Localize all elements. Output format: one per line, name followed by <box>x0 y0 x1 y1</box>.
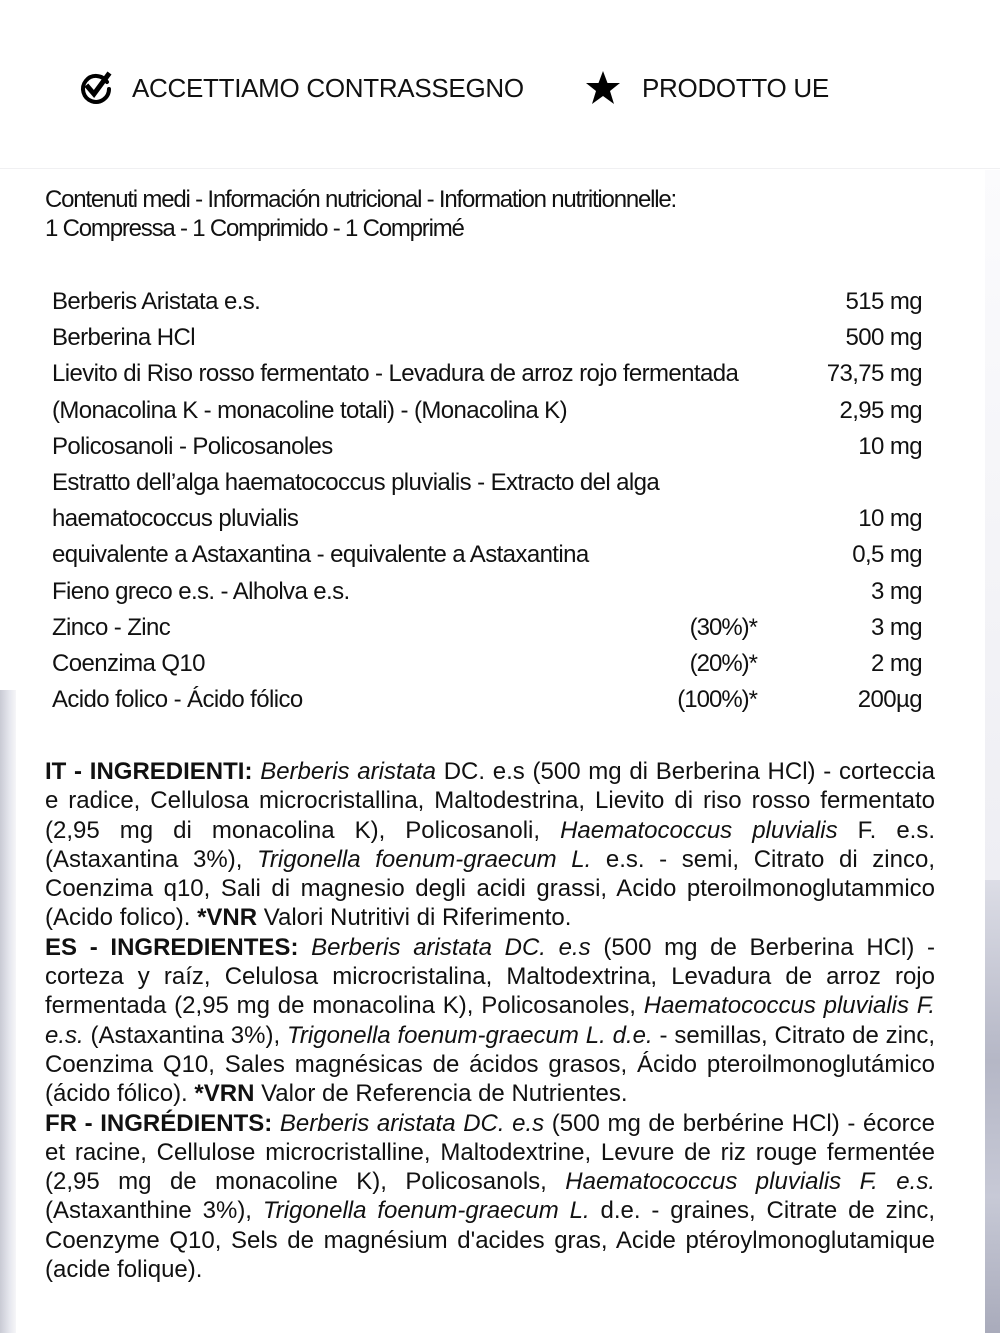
nutrient-amount: 2,95 mg <box>839 396 922 424</box>
ingredients-fr <box>45 1109 935 1285</box>
nutrition-header <box>45 185 676 243</box>
star-icon <box>585 70 621 106</box>
ingredients-es <box>45 933 935 1109</box>
nutrient-amount: 500 mg <box>845 324 922 352</box>
nutrition-row <box>52 501 922 537</box>
ingredient-text: - semillas, Citrato de zinc, Coenzima Q10, Sales magnésicas de ácidos grasos, Ácido pteroilmonoglutámico (ácido fólico). <box>45 1021 936 1108</box>
header-serving: 1 Compressa - 1 Comprimido - 1 Comprimé <box>45 215 464 242</box>
ingredient-text: Valor de Referencia de Nutrientes. <box>254 1080 628 1108</box>
ingredient-latin-name: Trigonella foenum-graecum L. d.e. <box>287 1021 653 1049</box>
nutrient-name: Berberina HCl <box>52 324 195 352</box>
nutrition-row <box>52 284 922 320</box>
ingredient-text: Valori Nutritivi di Riferimento. <box>257 904 572 932</box>
right-edge-background-top <box>985 170 1000 880</box>
ingredient-note-label: *VNR <box>197 904 258 932</box>
nutrient-amount: 2 mg <box>871 649 922 677</box>
nutrient-amount: 10 mg <box>858 432 922 460</box>
nutrient-amount: 10 mg <box>858 505 922 533</box>
badge-label: PRODOTTO UE <box>642 72 829 103</box>
nutrient-name: Coenzima Q10 <box>52 649 205 677</box>
ingredient-latin-name: Berberis aristata DC. e.s <box>279 1109 545 1137</box>
nutrition-row <box>52 610 922 646</box>
nutrient-name: haematococcus pluvialis <box>52 505 299 533</box>
ingredients-label: IT - INGREDIENTI: <box>45 758 253 785</box>
nutrient-name: Fieno greco e.s. - Alholva e.s. <box>52 577 350 605</box>
nutrient-rda-percent: (20%)* <box>689 649 757 677</box>
nutrient-name: (Monacolina K - monacoline totali) - (Monacolina K) <box>52 396 567 424</box>
ingredient-text: (Astaxanthine 3%), <box>45 1197 263 1225</box>
nutrient-rda-percent: (30%)* <box>689 613 757 641</box>
ingredient-text <box>298 934 311 961</box>
nutrient-amount: 3 mg <box>871 577 922 605</box>
ingredients-it <box>45 757 935 933</box>
ingredients-label: FR - INGRÉDIENTS: <box>45 1109 273 1137</box>
badge-label: ACCETTIAMO CONTRASSEGNO <box>132 72 524 103</box>
ingredient-text: (500 mg de Berberina HCl) - corteza y raíz, Celulosa microcristalina, Maltodextrina, Levadura de arroz rojo fermentada (2,95 mg de monacolina K), Policosanoles, <box>45 933 936 1020</box>
ingredient-note-label: *VRN <box>194 1080 255 1108</box>
nutrition-row <box>52 320 922 356</box>
nutrient-name: equivalente a Astaxantina - equivalente a Astaxantina <box>52 541 589 569</box>
ingredient-latin-name: Haematococcus pluvialis F. e.s. <box>565 1168 935 1196</box>
nutrition-row <box>52 646 922 682</box>
ingredient-text: DC. e.s (500 mg di Berberina HCl) - corteccia e radice, Cellulosa microcristallina, Maltodestrina, Lievito di riso rosso fermentato (2,95 mg di monacolina K), Policosanoli, <box>45 758 935 844</box>
nutrient-amount: 3 mg <box>871 613 922 641</box>
check-circle-icon <box>78 70 114 106</box>
nutrition-row <box>52 465 922 501</box>
ingredient-text <box>272 1110 280 1137</box>
nutrient-name: Policosanoli - Policosanoles <box>52 432 333 460</box>
badge-eu-product <box>585 70 829 106</box>
nutrient-amount: 73,75 mg <box>826 360 922 388</box>
nutrient-name: Estratto dell’alga haematococcus pluvialis - Extracto del alga <box>52 468 660 496</box>
nutrient-name: Lievito di Riso rosso fermentato - Levadura de arroz rojo fermentada <box>52 360 739 388</box>
badge-cash-on-delivery <box>78 70 524 106</box>
ingredient-latin-name: Trigonella foenum-graecum L. <box>256 845 592 873</box>
ingredient-latin-name: Berberis aristata DC. e.s <box>311 933 591 961</box>
nutrient-name: Berberis Aristata e.s. <box>52 288 261 315</box>
nutrient-amount: 200µg <box>857 686 922 714</box>
ingredients-section <box>45 757 935 1284</box>
ingredient-latin-name: Haematococcus pluvialis <box>560 816 838 844</box>
ingredient-latin-name: Trigonella foenum-graecum L. <box>262 1197 590 1225</box>
nutrition-row <box>52 429 922 465</box>
ingredient-text: d.e. - graines, Citrate de zinc, Coenzyme Q10, Sels de magnésium d'acides gras, Acide ptéroylmonoglutamique (acide folique). <box>45 1197 935 1284</box>
ingredient-latin-name: Haematococcus pluvialis F. e.s. <box>45 992 935 1049</box>
nutrient-amount: 515 mg <box>845 288 922 315</box>
nutrient-name: Acido folico - Ácido fólico <box>52 686 303 714</box>
ingredient-text: (500 mg de berbérine HCl) - écorce et racine, Cellulose microcristalline, Maltodextrine, Levure de riz rouge fermentée (2,95 mg de monacoline K), Policosanols, <box>45 1109 936 1196</box>
nutrition-table <box>52 284 922 718</box>
nutrient-name: Zinco - Zinc <box>52 613 171 641</box>
ingredient-text: (Astaxantina 3%), <box>83 1021 288 1049</box>
nutrition-row <box>52 574 922 610</box>
ingredient-latin-name: Berberis aristata <box>260 758 436 785</box>
nutrition-row <box>52 537 922 573</box>
nutrition-row <box>52 393 922 429</box>
nutrient-amount: 0,5 mg <box>852 541 922 569</box>
nutrition-row <box>52 356 922 392</box>
ingredient-text: F. e.s. (Astaxantina 3%), <box>45 816 935 873</box>
right-edge-background <box>985 880 1000 1333</box>
left-edge-background <box>0 690 16 1333</box>
header-title: Contenuti medi - Información nutricional - Information nutritionnelle: <box>45 186 677 213</box>
nutrition-row <box>52 682 922 718</box>
nutrient-rda-percent: (100%)* <box>677 686 757 714</box>
ingredient-text: e.s. - semi, Citrato di zinco, Coenzima q10, Sali di magnesio degli acidi grassi, Acido pteroilmonoglutammico (Acido folico). <box>45 845 935 932</box>
ingredients-label: ES - INGREDIENTES: <box>45 933 299 961</box>
trust-banner <box>0 0 1000 169</box>
